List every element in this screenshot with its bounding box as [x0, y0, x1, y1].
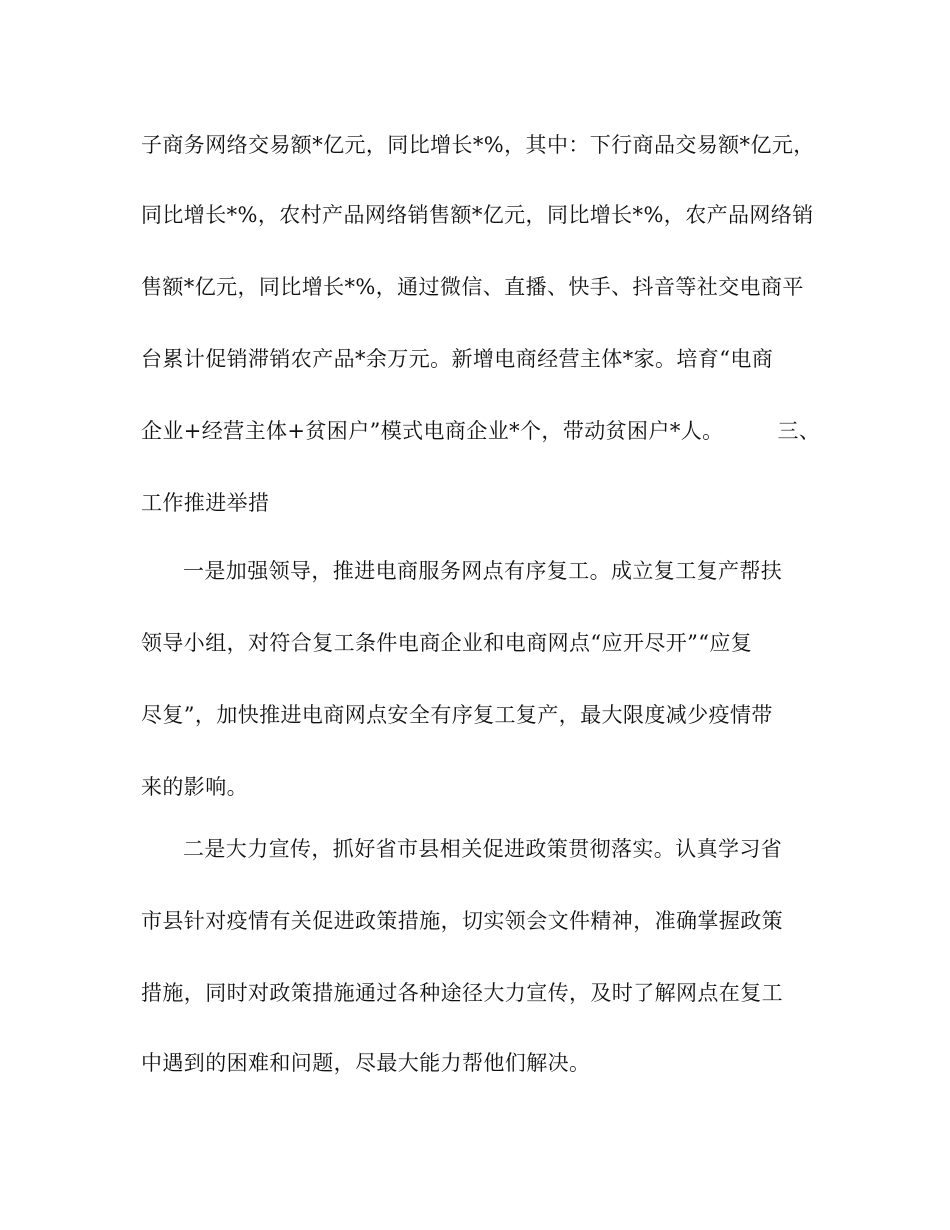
paragraph-line — [141, 416, 821, 446]
paragraph-line: 来的影响。 — [141, 775, 248, 799]
paragraph-line: 中遇到的困难和问题，尽最大能力帮他们解决。 — [141, 1051, 591, 1075]
paragraph-line: 措施，同时对政策措施通过各种途径大力宣传，及时了解网点在复工 — [141, 981, 783, 1005]
paragraph-line: 台累计促销滞销农产品*余万元。新增电商经营主体*家。培育“电商 — [141, 347, 774, 371]
paragraph-line: 一是加强领导，推进电商服务网点有序复工。成立复工复产帮扶 — [183, 559, 783, 583]
paragraph-line: 尽复”，加快推进电商网点安全有序复工复产，最大限度减少疫情带 — [141, 703, 773, 727]
paragraph-line: 领导小组，对符合复工条件电商企业和电商网点“应开尽开”“应复 — [141, 631, 753, 655]
section-number: 三、 — [777, 419, 821, 443]
paragraph-line: 子商务网络交易额*亿元，同比增长*%，其中：下行商品交易额*亿元， — [141, 133, 815, 157]
paragraph-line: 售额*亿元，同比增长*%，通过微信、直播、快手、抖音等社交电商平 — [141, 275, 804, 299]
paragraph-line: 二是大力宣传，抓好省市县相关促进政策贯彻落实。认真学习省 — [183, 837, 783, 861]
section-heading: 工作推进举措 — [141, 491, 270, 515]
paragraph-text: 企业+经营主体+贫困户”模式电商企业*个，带动贫困户*人。 — [141, 419, 724, 443]
paragraph-line: 市县针对疫情有关促进政策措施，切实领会文件精神，准确掌握政策 — [141, 909, 783, 933]
paragraph-line: 同比增长*%，农村产品网络销售额*亿元，同比增长*%，农产品网络销 — [141, 203, 814, 227]
